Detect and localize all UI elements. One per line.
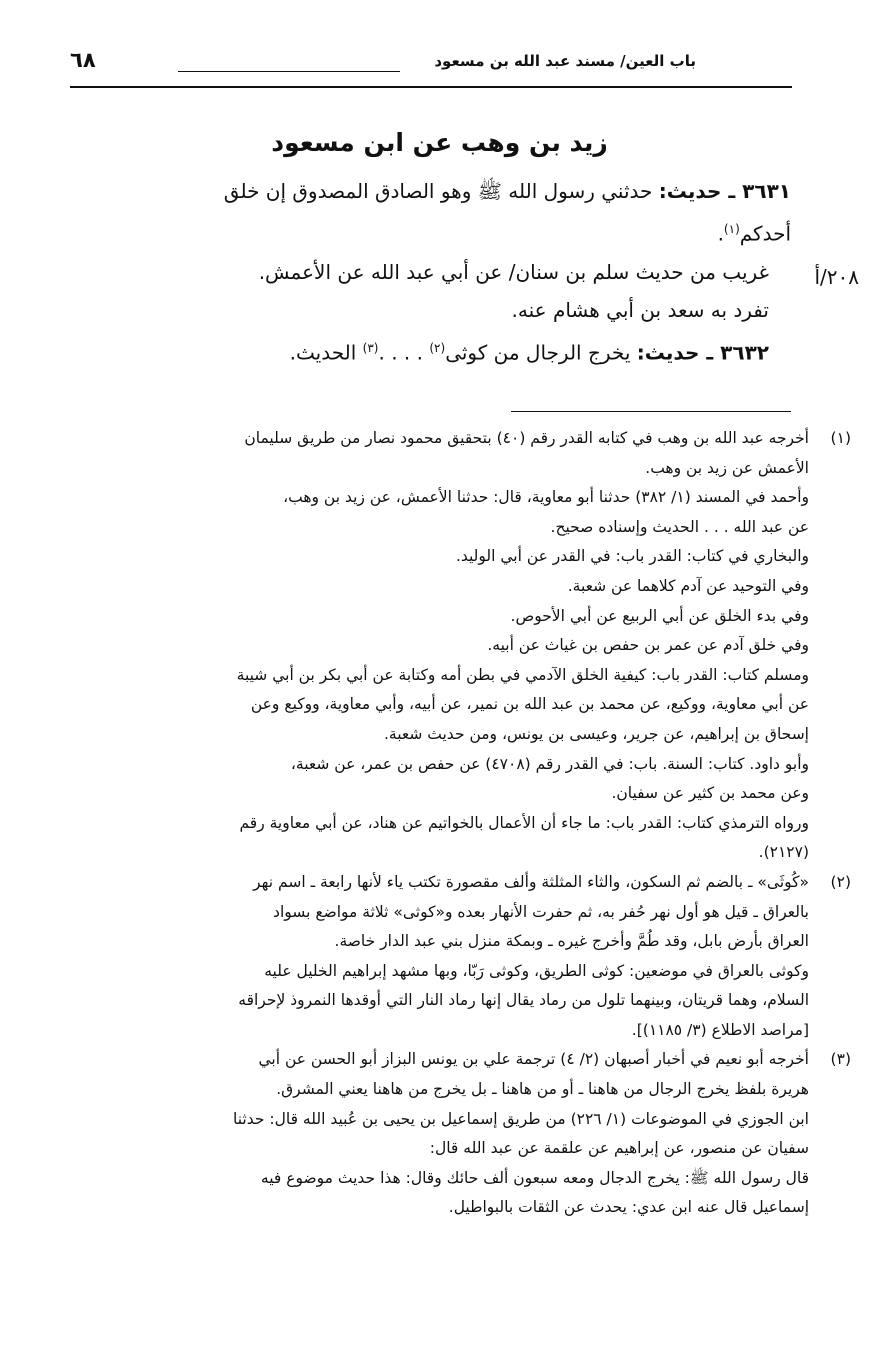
- footnote-3-number: (٣): [830, 1050, 851, 1069]
- hadith-3631-text: حدثني رسول الله ﷺ وهو الصادق المصدوق إن خلق: [223, 179, 653, 203]
- hadith-3632-text: يخرج الرجال من كوثى: [445, 340, 631, 365]
- footnote-line: عن عبد الله . . . الحديث وإسناده صحيح.: [550, 517, 809, 536]
- footnote-line: والبخاري في كتاب: القدر باب: في القدر عن أبي الوليد.: [455, 547, 809, 566]
- footnote-1: [50, 424, 851, 868]
- hadith-3632-line: [70, 329, 791, 372]
- margin-folio-note: ٢٠٨/أ: [814, 265, 859, 289]
- header-rule: [70, 86, 792, 88]
- footnote-line: أخرجه عبد الله بن وهب في كتابه القدر رقم (٤٠) بتحقيق محمود نصار من طريق سليمان: [244, 429, 809, 447]
- footnote-line: قال رسول الله ﷺ: يخرج الدجال ومعه سبعون ألف حائك وقال: هذا حديث موضوع فيه: [260, 1168, 809, 1187]
- footnote-line: وفي التوحيد عن آدم كلاهما عن شعبة.: [567, 576, 809, 595]
- footnote-line: وأبو داود. كتاب: السنة. باب: في القدر رقم (٤٧٠٨) عن حفص بن عمر، عن شعبة،: [290, 754, 809, 773]
- header-title: باب العين/ مسند عبد الله بن مسعود: [434, 52, 696, 70]
- footnote-line: إسماعيل قال عنه ابن عدي: يحدث عن الثقات بالبواطيل.: [448, 1198, 809, 1217]
- running-header: [70, 48, 792, 84]
- footnote-3: [50, 1045, 851, 1223]
- footnote-1-text: [50, 424, 809, 868]
- footnote-line: وفي خلق آدم عن عمر بن حفص بن غياث عن أبيه.: [487, 636, 809, 655]
- footnote-line: وكوثى بالعراق في موضعين: كوثى الطريق، وكوثى رَبّا، وبها مشهد إبراهيم الخليل عليه: [264, 961, 809, 980]
- footnote-ref-1[interactable]: (١): [723, 222, 740, 236]
- footnote-ref-3[interactable]: (٣): [362, 340, 379, 355]
- footnotes: [50, 424, 851, 1223]
- gharib-line: غريب من حديث سلم بن سنان/ عن أبي عبد الله عن الأعمش.: [258, 259, 769, 284]
- main-text: [70, 172, 791, 371]
- footnote-line: الأعمش عن زيد بن وهب.: [645, 458, 809, 477]
- page-number: ٦٨: [70, 48, 96, 72]
- hadith-3631-cont: أحدكم: [739, 221, 791, 246]
- hadith-3631-line1: [70, 172, 791, 210]
- footnote-line: وأحمد في المسند (١/ ٣٨٢) حدثنا أبو معاوية، قال: حدثنا الأعمش، عن زيد بن وهب،: [283, 488, 809, 507]
- footnote-2: [50, 868, 851, 1046]
- footnote-line: بالعراق ـ قيل هو أول نهر حُفر به، ثم حفرت الأنهار بعده و«كوثى» ثلاثة مواضع بسواد: [273, 902, 809, 921]
- footnote-line: وفي بدء الخلق عن أبي الربيع عن أبي الأحوص.: [510, 606, 809, 625]
- footnote-line: السلام، وهما قريتان، وبينهما تلول من رماد يقال إنها رماد النار التي أوقدها النمروذ لإحراقه: [238, 991, 809, 1010]
- footnote-line: (٢١٢٧).: [758, 843, 809, 862]
- footnote-line: ابن الجوزي في الموضوعات (١/ ٢٢٦) من طريق إسماعيل بن يحيى بن عُبيد الله قال: حدثنا: [233, 1109, 809, 1128]
- footnote-line: ورواه الترمذي كتاب: القدر باب: ما جاء أن الأعمال بالخواتيم عن هناد، عن أبي معاوية رقم: [239, 813, 809, 832]
- footnote-line: إسحاق بن إبراهيم، عن جرير، وعيسى بن يونس، ومن حديث شعبة.: [383, 724, 809, 743]
- hadith-3632-dots: . . . .: [378, 340, 423, 365]
- footnote-2-text: [50, 868, 809, 1046]
- hadith-3631-line2: [70, 210, 791, 253]
- footnote-1-number: (١): [830, 429, 851, 447]
- hadith-3632-end: الحديث.: [289, 340, 357, 365]
- footnote-line: العراق بأرض بابل، وقد طُمَّ وأخرج غيره ـ وبمكة منزل بني عبد الدار خاصة.: [334, 932, 809, 951]
- footnote-line: سفيان عن منصور، عن إبراهيم عن علقمة عن عبد الله قال:: [429, 1139, 809, 1158]
- footnote-line: أخرجه أبو نعيم في أخبار أصبهان (٢/ ٤) ترجمة علي بن يونس البزاز أبو الحسن عن أبي: [258, 1050, 809, 1069]
- footnote-3-text: [50, 1045, 809, 1223]
- footnote-line: عن أبي معاوية، ووكيع، عن محمد بن عبد الله بن نمير، عن أبيه، وأبي معاوية، ووكيع وعن: [250, 695, 809, 714]
- section-title: زيد بن وهب عن ابن مسعود: [271, 128, 608, 157]
- footnote-2-number: (٢): [830, 872, 851, 891]
- footnote-separator: [511, 411, 791, 412]
- tafarrad-line: تفرد به سعد بن أبي هشام عنه.: [511, 297, 769, 322]
- header-inline-rule: [178, 71, 400, 72]
- footnote-ref-2[interactable]: (٢): [429, 340, 446, 355]
- footnote-line: ومسلم كتاب: القدر باب: كيفية الخلق الآدمي في بطن أمه وكتابة عن أبي بكر بن أبي شيبة: [236, 665, 809, 684]
- footnote-line: «كُوثَى» ـ بالضم ثم السكون، والثاء المثلثة وألف مقصورة تكتب ياء لأنها رابعة ـ اسم نهر: [253, 872, 809, 891]
- footnote-line: هريرة بلفظ يخرج الرجال من هاهنا ـ أو من هاهنا ـ بل يخرج من هاهنا يعني المشرق.: [276, 1080, 809, 1099]
- footnote-line: [مراصد الاطلاع (٣/ ١١٨٥)].: [631, 1020, 809, 1039]
- footnote-line: وعن محمد بن كثير عن سفيان.: [611, 784, 809, 803]
- hadith-3631-label: ٣٦٣١ ـ حديث:: [658, 179, 791, 203]
- hadith-3631-end: .: [717, 221, 724, 246]
- hadith-3632-label: ٣٦٣٢ ـ حديث:: [636, 340, 769, 365]
